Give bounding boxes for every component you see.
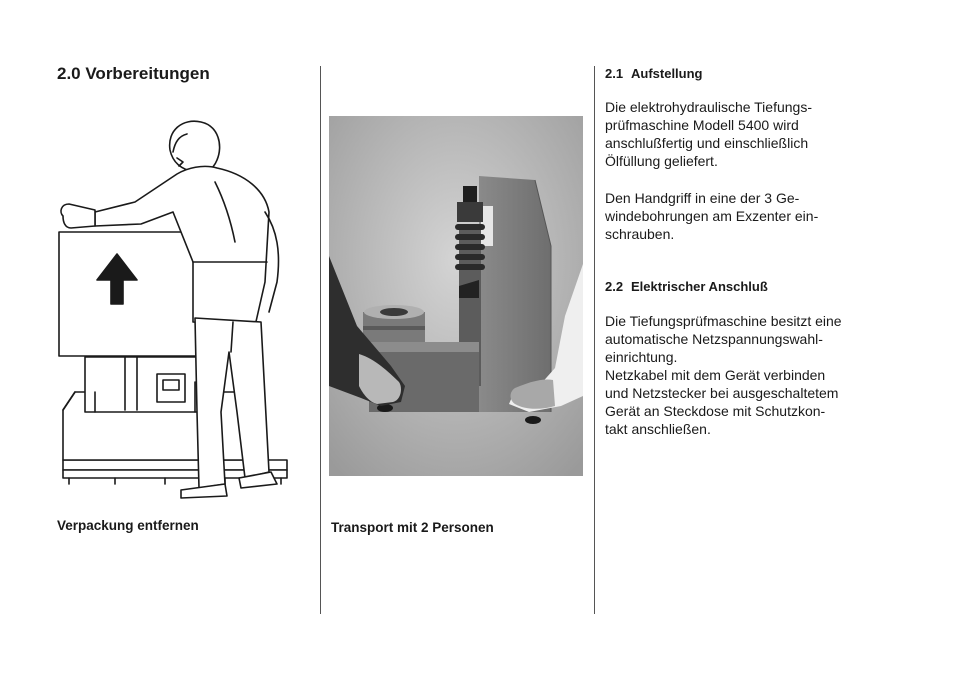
- column-divider-left: [320, 66, 321, 614]
- section-number: 2.1: [605, 66, 624, 81]
- figure-caption-transport: Transport mit 2 Personen: [331, 520, 494, 535]
- transport-photo: [329, 116, 583, 476]
- text-line: Die elektrohydraulische Tiefungs-: [605, 99, 812, 115]
- text-line: Gerät an Steckdose mit Schutzkon-: [605, 403, 826, 419]
- text-line: prüfmaschine Modell 5400 wird: [605, 117, 799, 133]
- text-line: Den Handgriff in eine der 3 Ge-: [605, 190, 800, 206]
- section-heading-aufstellung: [605, 66, 703, 81]
- section-title: Aufstellung: [631, 66, 703, 81]
- text-line: takt anschließen.: [605, 421, 711, 437]
- text-line: windebohrungen am Exzenter ein-: [605, 208, 819, 224]
- unpacking-illustration: [55, 112, 295, 502]
- page-title: 2.0 Vorbereitungen: [57, 64, 210, 83]
- text-line: automatische Netzspannungswahl-: [605, 331, 823, 347]
- paragraph-aufstellung-2: [605, 189, 875, 243]
- paragraph-elektrischer-anschluss: [605, 312, 875, 438]
- text-line: schrauben.: [605, 226, 675, 242]
- column-divider-right: [594, 66, 595, 614]
- section-heading-elektrischer-anschluss: [605, 279, 768, 294]
- figure-caption-unpacking: Verpackung entfernen: [57, 518, 199, 533]
- text-line: anschlußfertig und einschließlich: [605, 135, 809, 151]
- section-title: Elektrischer Anschluß: [631, 279, 768, 294]
- text-line: Die Tiefungsprüfmaschine besitzt eine: [605, 313, 842, 329]
- text-line: und Netzstecker bei ausgeschaltetem: [605, 385, 839, 401]
- paragraph-aufstellung-1: [605, 98, 875, 170]
- section-number: 2.2: [605, 279, 624, 294]
- text-line: Ölfüllung geliefert.: [605, 153, 718, 169]
- text-line: Netzkabel mit dem Gerät verbinden: [605, 367, 826, 383]
- text-line: einrichtung.: [605, 349, 678, 365]
